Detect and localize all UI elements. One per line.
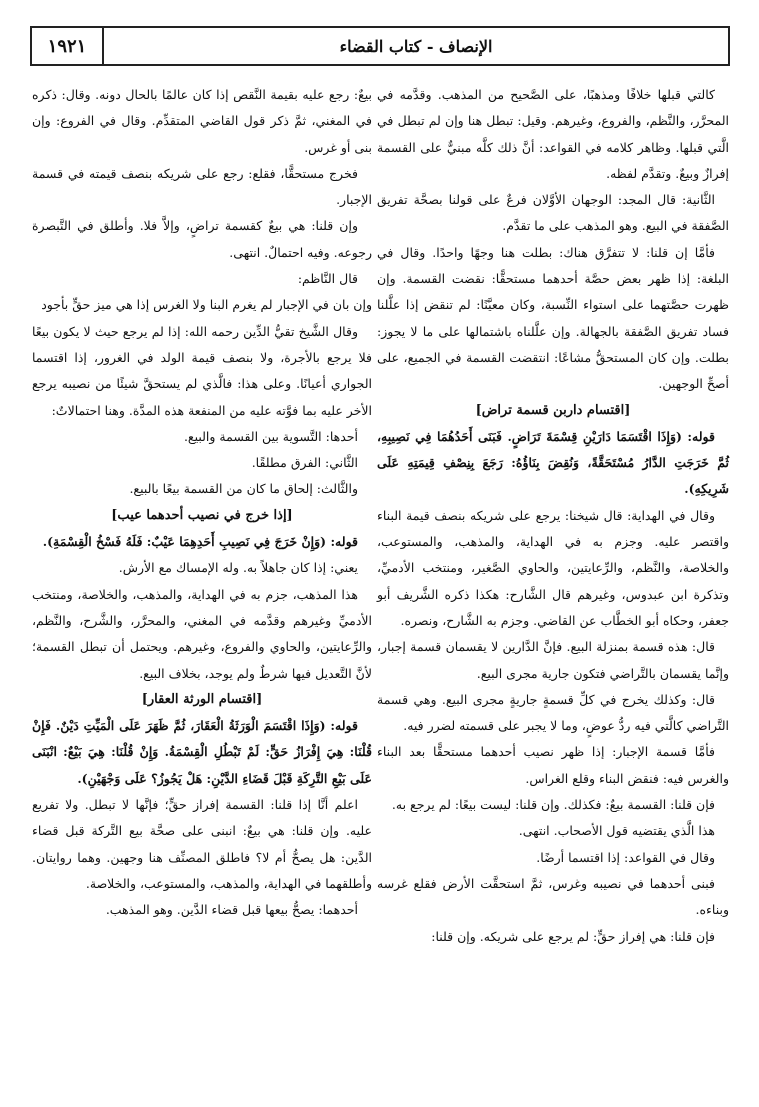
paragraph: هذا الَّذي يقتضيه قول الأصحاب. انتهى.: [518, 823, 715, 839]
paragraph: الثَّانية: قال المجد: الوجهان الأوَّلان فرعٌ على قولنا بصحَّة تفريق الصَّفقة في البيع. وهو المذهب على ما تقدَّم.: [377, 192, 729, 234]
page-header: [30, 26, 730, 66]
paragraph: وقال في القواعد: إذا اقتسما أرضًا.: [536, 849, 715, 865]
paragraph: فخرج مستحقًّا، فقلع: رجع على شريكه بنصف قيمته في قسمة الإجبار.: [32, 165, 372, 208]
running-title: الإنصاف - كتاب القضاء: [339, 36, 493, 56]
quoted-text: قوله: (وَإِنْ خَرَجَ فِي نَصِيبِ أَحَدِهِمَا عَيْبٌ: فَلَهُ فَسْخُ الْقِسْمَةِ).: [42, 534, 358, 550]
paragraph: فأمَّا قسمة الإجبار: إذا ظهر نصيب أحدهما مستحقًّا بعد البناء والغرس فيه: فنقض البناء وقلع الغراس.: [377, 744, 729, 786]
verse-line: وإن بان في الإجبار لم يغرم البنا ولا الغرس إذا هي ميز حقٍّ بأجود: [41, 297, 372, 313]
paragraph: كالتي قبلها خلافًا ومذهبًا، على الصَّحيح من المذهب. وقدَّمه في المحرَّر، والنَّظم، والفروع، وغيرهم. وقيل: تبطل هنا وإن لم تبطل في الَّتي قبلها. وظاهر كلامه في القواعد: أنَّ ذلك كلَّه مبنيٌّ على القسمة إفرازٌ وبيعٌ. وتقدَّم لفظه.: [377, 87, 729, 181]
paragraph: قال النَّاظم:: [297, 271, 358, 287]
paragraph: فإن قلنا: القسمة بيعٌ: فكذلك. وإن قلنا: ليست بيعًا: لم يرجع به.: [391, 797, 715, 813]
paragraph: الثَّاني: الفرق مطلقًا.: [251, 455, 358, 471]
paragraph: بيعٌ: رجع عليه بقيمة النَّقص إذا كان عالمًا بالحال دونه. وقال: ذكره في المغني، ثمَّ ذكر قول القاضي المتقدِّم. وقال في الفروع: وإن بنى أو غرس.: [32, 87, 372, 155]
section-heading: [اقتسام الورثة العقار]: [141, 691, 263, 707]
quoted-text: قوله: (وَإِذَا اقْتَسَمَ الْوَرَثَةُ الْعَقَارَ، ثُمَّ ظَهَرَ عَلَى الْمَيِّتِ دَيْنٌ. فَإِنْ قُلْنَا: هِيَ إِفْرَازُ حَقٍّ: لَمْ تَبْطُلِ الْقِسْمَةُ. وَإِنْ قُلْنَا: هِيَ بَيْعٌ: انْبَنَى عَلَى بَيْعِ التَّرِكَةِ قَبْلَ قَضَاءِ الدَّيْنِ: هَلْ يَجُوزُ؟ عَلَى وَجْهَيْنِ).: [32, 718, 372, 786]
paragraph: فبنى أحدهما في نصيبه وغرس، ثمَّ استحقَّت الأرض فقلع غرسه وبناءه.: [377, 875, 729, 918]
paragraph: اعلم أنَّا إذا قلنا: القسمة إفراز حقٍّ؛ فإنَّها لا تبطل. ولا تفريع عليه. وإن قلنا: هي بيعٌ: انبنى على صحَّة بيع التَّركة قبل قضاء الدَّين: هل يصحُّ أم لا؟ فاطلق المصنِّف هنا وجهين. وهما روايتان. وأطلقهما في الهداية، والمذهب، والمستوعب، والخلاصة.: [32, 797, 372, 891]
paragraph: هذا المذهب، جزم به في الهداية، والمذهب، والخلاصة، ومنتخب الأدميِّ وغيرهم وقدَّمه في المغني، والمحرَّر، والشَّرح، والنَّظم، والرِّعايتين، والحاوي والفروع، وغيرهم. ويحتمل أن تبطل القسمة؛ لأنَّ التَّعديل فيها شرطٌ ولم يوجد، بخلاف البيع.: [32, 586, 372, 681]
paragraph: والثَّالث: إلحاق ما كان من القسمة بيعًا بالبيع.: [129, 481, 358, 497]
paragraph: فإن قلنا: هي إفراز حقٍّ: لم يرجع على شريكه. وإن قلنا:: [431, 928, 715, 944]
paragraph: قال: هذه قسمة بمنزلة البيع. فإنَّ الدَّارين لا يقسمان قسمة إجبار، وإنَّما يقسمان بالتَّراضي فتكون جارية مجرى البيع.: [377, 639, 729, 681]
paragraph: وقال في الهداية: قال شيخنا: يرجع على شريكه بنصف قيمة البناء واقتصر عليه. وجزم به في الهداية، والمذهب، والمستوعب، والخلاصة، والنَّظم، والرِّعايتين، والحاوي الصَّغير، ومنتخب الأدميِّ، وتذكرة ابن عبدوس، وغيرهم قال الشَّارح: هكذا ذكره الشَّريف أبو جعفر، وحكاه أبو الخطَّاب عن القاضي. وجزم به الشَّارح، ونصره.: [377, 507, 729, 628]
page-number: ١٩٢١: [32, 28, 104, 64]
paragraph: فأمَّا إن قلنا: لا تتفرَّق هناك: بطلت هنا وجهًا واحدًا. وقال في البلغة: إذا ظهر بعض حصَّة أحدهما مستحقًّا: نقضت القسمة. وإن ظهرت حصَّتهما على استواء النِّسبة، وكان معيَّنًا: لم تنقض إذا علَّلنا فساد تفريق الصَّفقة بالجهالة. وإن علَّلناه باشتمالها على ما لا يجوز: بطلت. وإن كان المستحقُّ مشاعًا: انتقضت القسمة في الجميع، على أصحِّ الوجهين.: [377, 244, 729, 392]
left-column: [32, 82, 372, 924]
section-heading: [إذا خرج في نصيب أحدهما عيب]: [111, 507, 293, 523]
paragraph: قال: وكذلك يخرج في كلِّ قسمةٍ جاريةٍ مجرى البيع. وهي قسمة التَّراضي كالَّتي فيه ردُّ عوضٍ، وما لا يجبر على قسمته لضرر فيه.: [377, 691, 729, 734]
right-column: [377, 82, 729, 950]
paragraph: وإن قلنا: هي بيعٌ كقسمة تراضٍ، وإلاَّ فلا. وأطلق في التَّبصرة رجوعه. وفيه احتمالٌ. انتهى.: [32, 218, 372, 260]
quoted-text: قوله: (وَإِذَا اقْتَسَمَا دَارَيْنِ قِسْمَةَ تَرَاضٍ. فَبَنَى أَحَدُهُمَا فِي نَصِيبِهِ، ثُمَّ خَرَجَتِ الدَّارُ مُسْتَحَقَّةً، وَنُقِضَ بِنَاؤُهُ: رَجَعَ بِنِصْفِ قِيمَتِهِ عَلَى شَرِيكِهِ).: [377, 428, 729, 497]
section-heading: [اقتسام داربن قسمة تراض]: [475, 402, 631, 418]
paragraph: يعني: إذا كان جاهلاً به. وله الإمساك مع الأرش.: [118, 560, 358, 576]
paragraph: أحدهما: يصحُّ بيعها قبل قضاء الدَّين. وهو المذهب.: [105, 902, 358, 918]
paragraph: وقال الشَّيخ تقيُّ الدِّين رحمه الله: إذا لم يرجع حيث لا يكون بيعًا فلا يرجع بالأجرة، ولا بنصف قيمة الولد في الغرور، إذا اقتسما الجواري أعيانًا. وعلى هذا: فالَّذي لم يستحقَّ شيئًا من نصيبه يرجع الأخر عليه بما فوَّته عليه من المنفعة هذه المدَّة. وهنا احتمالاتٌ:: [32, 323, 372, 418]
paragraph: أحدها: التَّسوية بين القسمة والبيع.: [183, 428, 358, 444]
